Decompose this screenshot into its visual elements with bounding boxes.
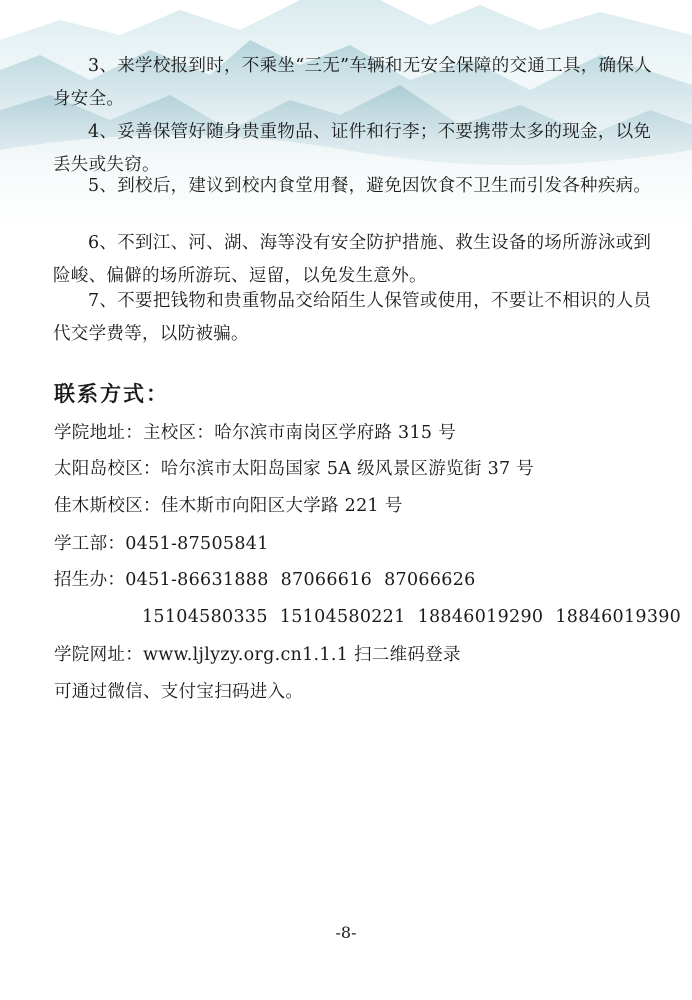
taiyangdao-label: 太阳岛校区： (54, 459, 161, 479)
contact-xuegong-line (54, 529, 269, 559)
note-5-paragraph: 5、到校后，建议到校内食堂用餐，避免因饮食不卫生而引发各种疾病。 (88, 176, 652, 196)
website-value[interactable]: www.ljlyzy.org.cn1.1.1 扫二维码登录 (143, 645, 461, 665)
xuegong-label: 学工部： (54, 534, 126, 554)
zhaosheng-mobile: 15104580221 (279, 607, 406, 627)
contact-zhaosheng-line (54, 565, 488, 595)
xuegong-value: 0451-87505841 (125, 534, 269, 554)
note-7-paragraph: 7、不要把钱物和贵重物品交给陌生人保管或使用，不要让不相识的人员代交学费等，以防被骗。 (53, 291, 652, 344)
zhaosheng-mobile: 18846019390 (555, 607, 682, 627)
contact-taiyangdao-line (54, 454, 534, 484)
website-label: 学院网址： (54, 645, 143, 665)
zhaosheng-mobile: 18846019290 (417, 607, 544, 627)
zhaosheng-mobile: 15104580335 (142, 607, 268, 627)
contact-section-title: 联系方式： (54, 382, 169, 406)
note-4-paragraph: 4、妥善保管好随身贵重物品、证件和行李；不要携带太多的现金，以免丢失或失窃。 (53, 122, 652, 175)
address-label: 学院地址： (54, 423, 143, 443)
note-6-paragraph: 6、不到江、河、湖、海等没有安全防护措施、救生设备的场所游泳或到险峻、偏僻的场所游玩、逗留，以免发生意外。 (53, 233, 652, 286)
zhaosheng-phone: 87066616 (280, 570, 373, 590)
zhaosheng-phone: 87066626 (384, 570, 476, 590)
contact-website-line (54, 640, 461, 670)
jiamusi-label: 佳木斯校区： (54, 496, 161, 516)
note-3-paragraph: 3、来学校报到时，不乘坐“三无”车辆和无安全保障的交通工具，确保人身安全。 (53, 56, 652, 109)
taiyangdao-value: 哈尔滨市太阳岛国家 5A 级风景区游览街 37 号 (160, 459, 535, 479)
address-value: 主校区：哈尔滨市南岗区学府路 315 号 (143, 423, 457, 443)
jiamusi-value: 佳木斯市向阳区大学路 221 号 (160, 496, 403, 516)
contact-zhaosheng-mobiles-line (142, 602, 692, 632)
contact-address-line (54, 418, 456, 448)
contact-jiamusi-line (54, 491, 403, 521)
contact-scan-note: 可通过微信、支付宝扫码进入。 (54, 682, 304, 702)
zhaosheng-phone: 0451-86631888 (125, 570, 269, 590)
zhaosheng-label: 招生办： (54, 570, 126, 590)
page-number: -8- (335, 923, 357, 942)
